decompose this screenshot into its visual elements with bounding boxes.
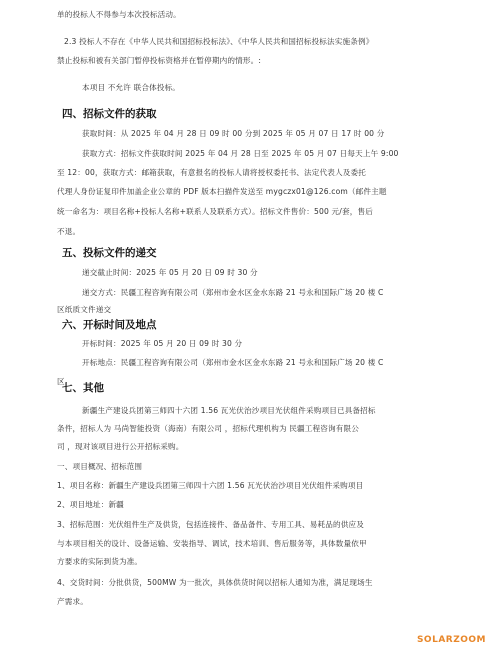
text-line: 获取时间：从 2025 年 04 月 28 日 09 时 00 分到 2025 年 05 月 07 日 17 时 00 分 bbox=[82, 129, 385, 138]
text-line: 至 12：00，获取方式：邮箱获取，有意报名的投标人请将授权委托书、法定代表人及委托 bbox=[57, 168, 367, 177]
text-line: 与本项目相关的设计、设备运输、安装指导、调试，技术培训、售后服务等，具体数量依甲 bbox=[57, 539, 367, 548]
text-line: 统一命名为：项目名称+投标人名称+联系人及联系方式）。招标文件售价：500 元/套，售后 bbox=[57, 207, 373, 216]
text-line: 递交截止时间：2025 年 05 月 20 日 09 时 30 分 bbox=[82, 268, 258, 277]
section-heading-5: 五、投标文件的递交 bbox=[62, 247, 157, 259]
text-line: 区 bbox=[57, 377, 65, 386]
text-line: 递交方式：民疆工程咨询有限公司（郑州市金水区金水东路 21 号永和国际广场 20 楼 C bbox=[82, 288, 384, 297]
text-line: 3、招标范围：光伏组件生产及供货，包括连接件、备品备件、专用工具、易耗品的供应及 bbox=[57, 520, 364, 529]
text-line: 禁止投标和被有关部门暂停投标资格并在暂停期内的情形。: bbox=[57, 56, 262, 65]
text-line: 开标时间：2025 年 05 月 20 日 09 时 30 分 bbox=[82, 339, 243, 348]
section-heading-7: 七、其他 bbox=[62, 382, 104, 394]
text-line: 2、项目地址：新疆 bbox=[57, 500, 124, 509]
text-line: 单的投标人不得参与本次投标活动。 bbox=[57, 10, 181, 19]
text-line: 司 ，现对该项目进行公开招标采购。 bbox=[57, 442, 184, 451]
text-line: 开标地点：民疆工程咨询有限公司（郑州市金水区金水东路 21 号永和国际广场 20 楼 C bbox=[82, 358, 384, 367]
watermark-logo: SOLARZOOM bbox=[416, 635, 486, 645]
section-heading-6: 六、开标时间及地点 bbox=[62, 319, 157, 331]
text-line: 一、项目概况、招标范围 bbox=[57, 462, 143, 471]
section-heading-4: 四、招标文件的获取 bbox=[62, 108, 157, 120]
text-line: 4、交货时间：分批供货，500MW 为一批次，具体供货时间以招标人通知为准，满足现场生 bbox=[57, 578, 373, 587]
text-line: 方要求的实际到货为准。 bbox=[57, 557, 143, 566]
text-line: 代理人身份证复印件加盖企业公章的 PDF 版本扫描件发送至 mygczx01@126.com（邮件主题 bbox=[57, 187, 387, 196]
text-line: 条件，招标人为 马尚智能投资（海南）有限公司 ，招标代理机构为 民疆工程咨询有限公 bbox=[57, 424, 359, 433]
text-line: 区纸质文件递交 bbox=[57, 305, 112, 314]
text-line: 新疆生产建设兵团第三师四十六团 1.56 瓦光伏治沙项目光伏组件采购项目已具备招标 bbox=[82, 406, 376, 415]
text-line: 2.3 投标人不存在《中华人民共和国招标投标法》、《中华人民共和国招标投标法实施条例》 bbox=[64, 37, 374, 46]
text-line: 本项目 不允许 联合体投标。 bbox=[82, 83, 181, 92]
text-line: 产需求。 bbox=[57, 597, 88, 606]
text-line: 1、项目名称：新疆生产建设兵团第三师四十六团 1.56 瓦光伏治沙项目光伏组件采购项目 bbox=[57, 481, 364, 490]
text-line: 获取方式：招标文件获取时间 2025 年 04 月 28 日至 2025 年 05 月 07 日每天上午 9:00 bbox=[82, 149, 399, 158]
text-line: 不退。 bbox=[57, 227, 81, 236]
